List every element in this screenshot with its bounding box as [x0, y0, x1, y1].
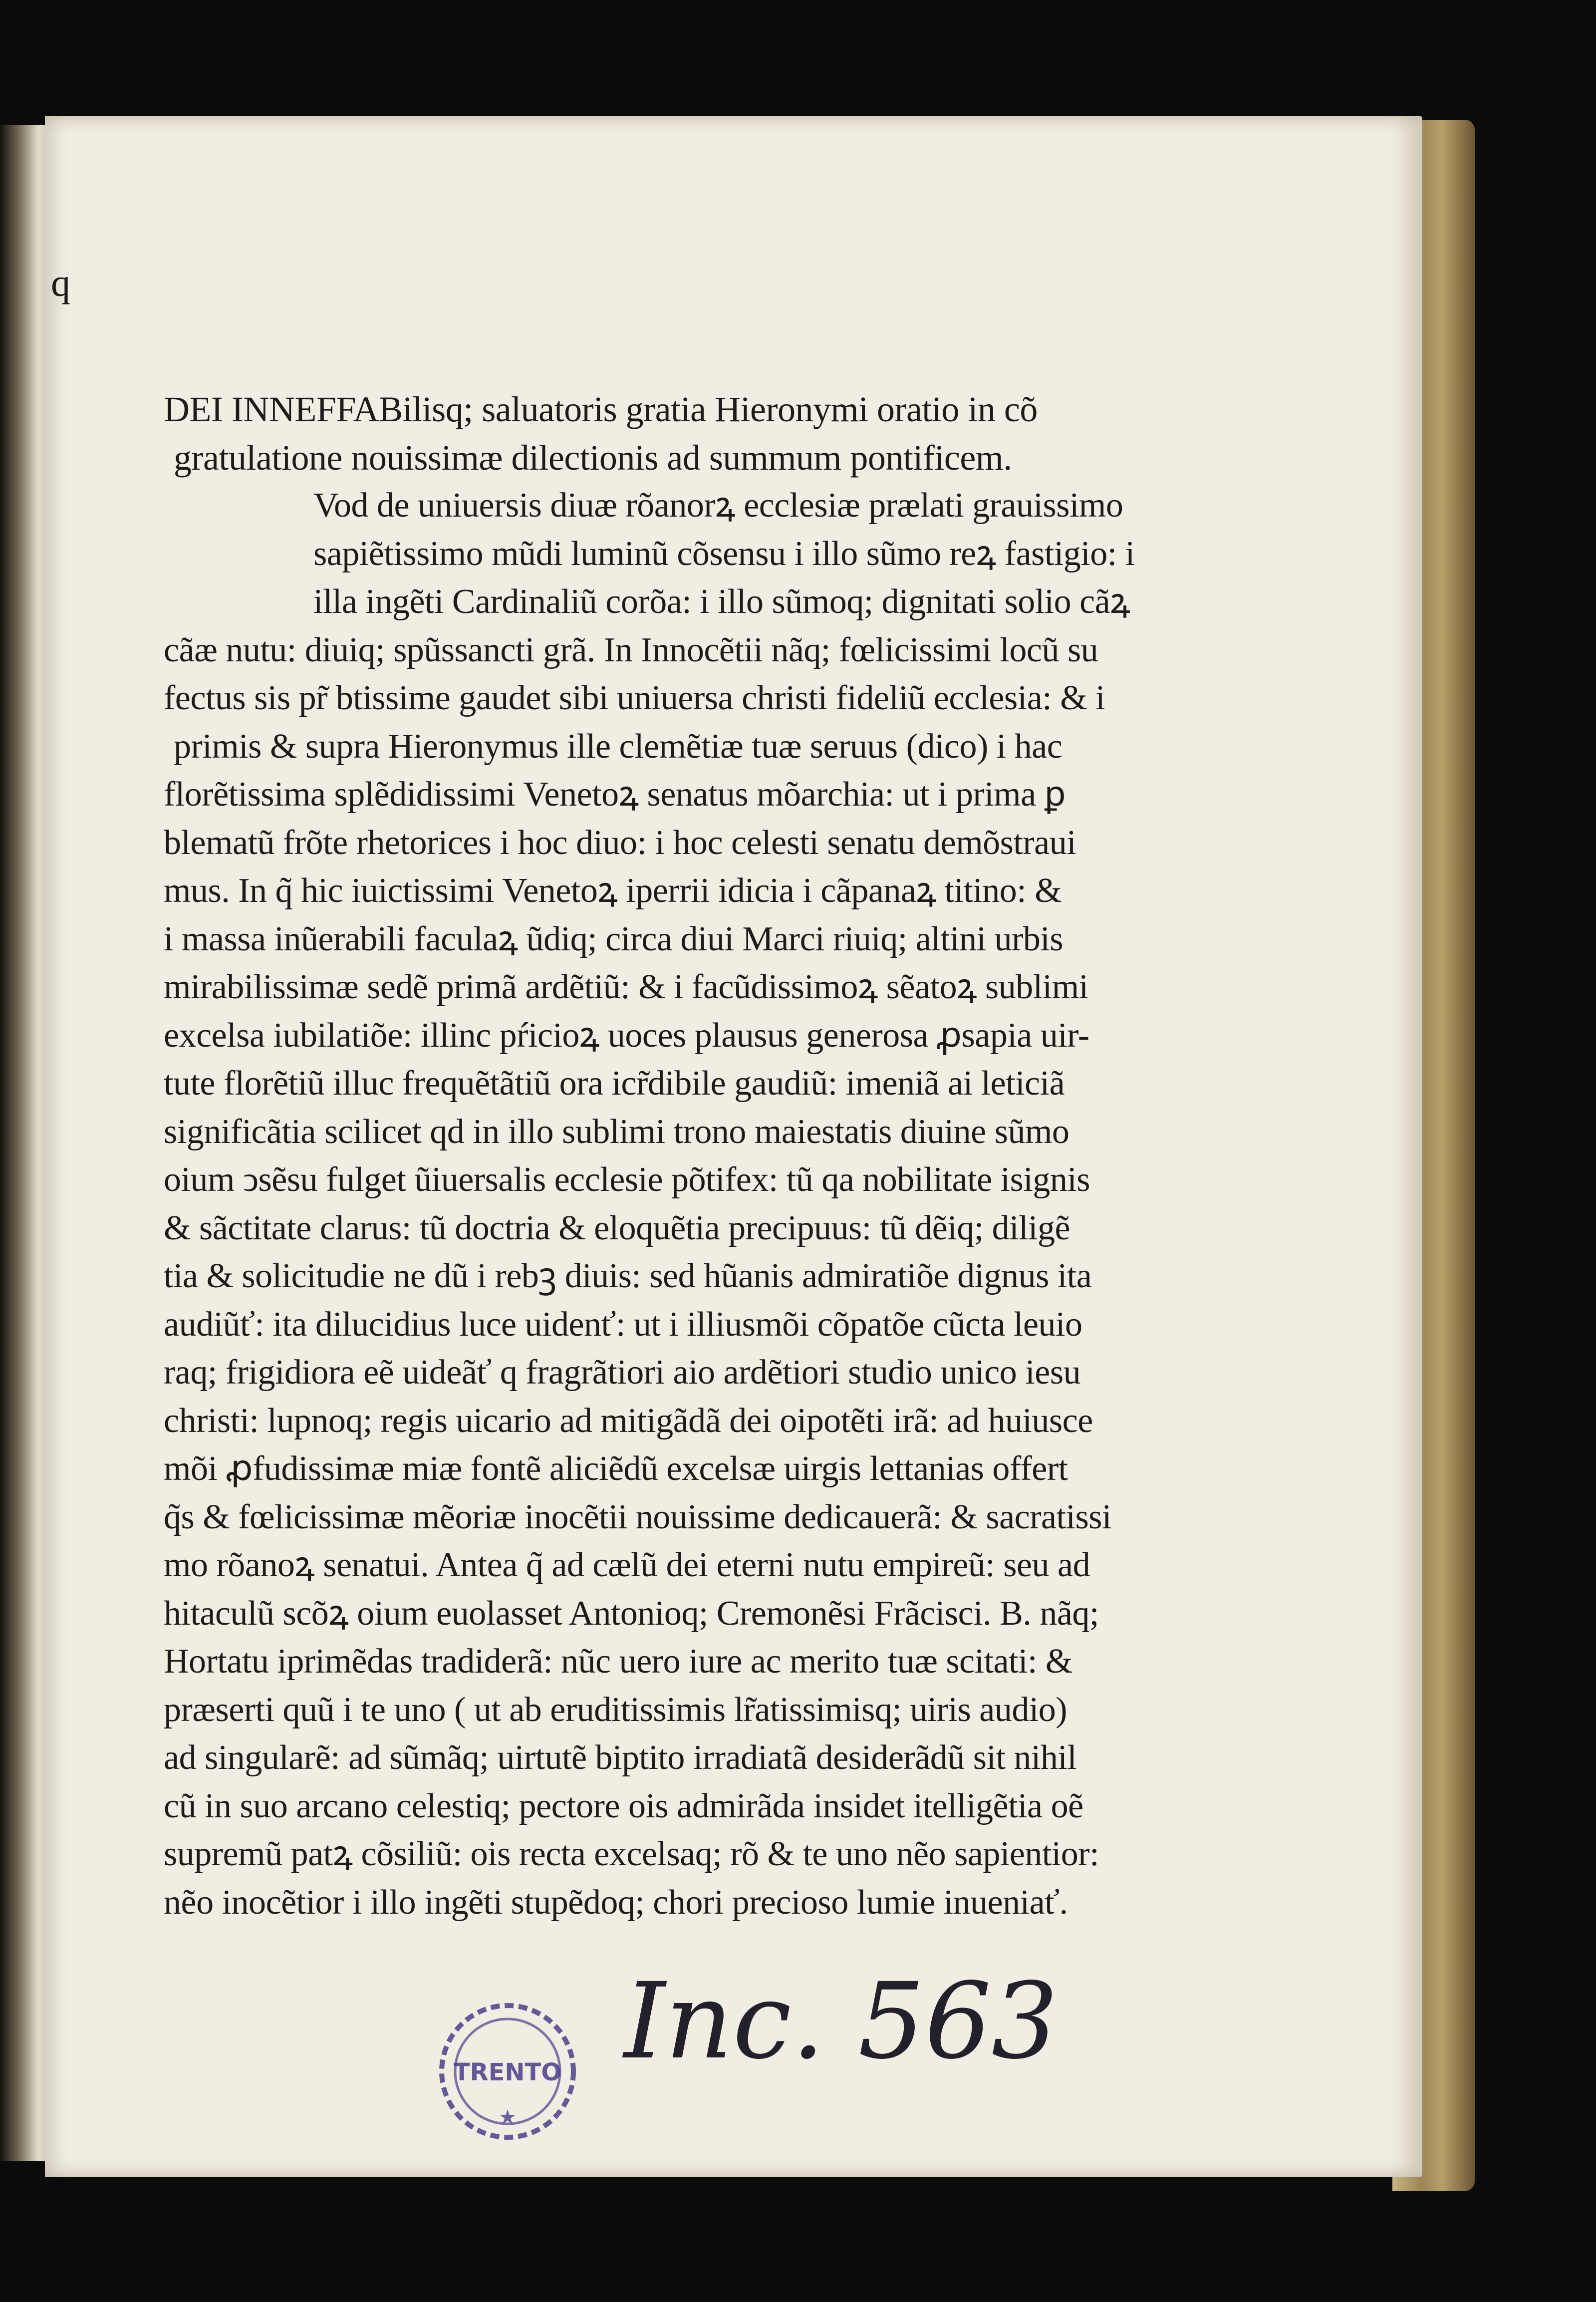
text-line: supremũ patꝝ cõsiliũ: ois recta excelsaq; rõ & te uno nẽo sapientior: — [164, 1835, 1099, 1873]
left-page-edge — [0, 125, 45, 2161]
text-line: audiũť: ita dilucidius luce uidenť: ut i illiusmõi cõpatõe cũcta leuio — [164, 1305, 1082, 1344]
heading — [164, 385, 1249, 482]
text-line: Hortatu iprimẽdas tradiderã: nũc uero iure ac merito tuæ scitati: & — [164, 1642, 1072, 1681]
text-line: primis & supra Hieronymus ille clemẽtiæ tuæ seruus (dico) i hac — [174, 727, 1063, 766]
text-line: christi: lupnoq; regis uicario ad mitigãdã dei oipotẽti irã: ad huiusce — [164, 1401, 1093, 1440]
text-line: raq; frigidiora eẽ uideãť q fragrãtiori aio ardẽtiori studio unico iesu — [164, 1353, 1081, 1392]
printed-page — [45, 116, 1422, 2177]
text-line: blematũ frõte rhetorices i hoc diuo: i hoc celesti senatu demõstraui — [164, 823, 1076, 862]
text-line: tia & solicitudie ne dũ i rebꝫ diuis: sed hũanis admiratiõe dignus ita — [164, 1257, 1092, 1295]
text-line: & sãctitate clarus: tũ doctria & eloquẽtia precipuus: tũ dẽiq; diligẽ — [164, 1208, 1070, 1247]
text-line: mus. In q̃ hic iuictissimi Venetoꝝ iperrii idicia i cãpanaꝝ titino: & — [164, 871, 1062, 910]
svg-text:★: ★ — [499, 2106, 517, 2129]
text-line: hitaculũ scõꝝ oium euolasset Antonioq; Cremonẽsi Frãcisci. B. nãq; — [164, 1594, 1099, 1633]
library-stamp — [430, 1997, 585, 2146]
text-line: illa ingẽti Cardinaliũ corõa: i illo sũmoq; dignitati solio cãꝝ — [313, 582, 1130, 621]
text-line: fectus sis pr̃ btissime gaudet sibi uniuersa christi fideliũ ecclesia: & i — [164, 679, 1105, 717]
text-line: cũ in suo arcano celestiq; pectore ois admirãda insidet itelligẽtia oẽ — [164, 1786, 1083, 1825]
text-line: i massa inũerabili faculaꝝ ũdiq; circa diui Marci riuiq; altini urbis — [164, 919, 1064, 958]
body-text — [164, 482, 1249, 1927]
text-line: florẽtissima splẽdidissimi Venetoꝝ senatus mõarchia: ut i prima ꝑ — [164, 775, 1066, 814]
text-line: cãæ nutu: diuiq; spũssancti grã. In Innocẽtii nãq; fœlicissimi locũ su — [164, 630, 1098, 669]
shelfmark-text: Inc. 563 — [624, 1960, 1059, 2082]
text-line: præserti quũ i te uno ( ut ab eruditissimis lr̃atissimisq; uiris audio) — [164, 1690, 1067, 1729]
heading-line: gratulatione nouissimæ dilectionis ad summum pontificem. — [174, 437, 1012, 478]
stamp-text: TRENTO — [453, 2058, 562, 2086]
text-line: q̃s & fœlicissimæ mẽoriæ inocẽtii nouissime dedicauerã: & sacratissi — [164, 1497, 1111, 1536]
text-line: excelsa iubilatiõe: illinc pŕicioꝝ uoces plausus generosa ꝓsapia uir- — [164, 1016, 1089, 1055]
text-line: oium ↄsẽsu fulget ũiuersalis ecclesie põtifex: tũ qa nobilitate isignis — [164, 1160, 1090, 1199]
text-line: mirabilissimæ sedẽ primã ardẽtiũ: & i facũdissimoꝝ sẽatoꝝ sublimi — [164, 968, 1088, 1006]
text-line: tute florẽtiũ illuc frequẽtãtiũ ora icr̃dibile gaudiũ: imeniã ai leticiã — [164, 1064, 1065, 1103]
text-line: significãtia scilicet qd in illo sublimi trono maiestatis diuine sũmo — [164, 1112, 1069, 1151]
heading-line: DEI INNEFFABilisq; saluatoris gratia Hieronymi oratio in cõ — [164, 389, 1038, 429]
shelfmark — [619, 1943, 1059, 2102]
guide-letter: q — [51, 261, 70, 304]
text-line: mo rõanoꝝ senatui. Antea q̃ ad cælũ dei eterni nutu empireũ: seu ad — [164, 1546, 1090, 1584]
text-line: mõi ꝓfudissimæ miæ fontẽ aliciẽdũ excelsæ uirgis lettanias offert — [164, 1449, 1068, 1488]
text-line: nẽo inocẽtior i illo ingẽti stupẽdoq; chori precioso lumie inueniať. — [164, 1883, 1068, 1922]
text-line: ad singularẽ: ad sũmãq; uirtutẽ biptito irradiatã desiderãdũ sit nihil — [164, 1738, 1077, 1777]
text-block — [164, 385, 1249, 1927]
text-line: sapiẽtissimo mũdi luminũ cõsensu i illo sũmo reꝝ fastigio: i — [313, 534, 1135, 573]
text-line: Vod de uniuersis diuæ rõanorꝝ ecclesiæ prælati grauissimo — [313, 486, 1123, 525]
